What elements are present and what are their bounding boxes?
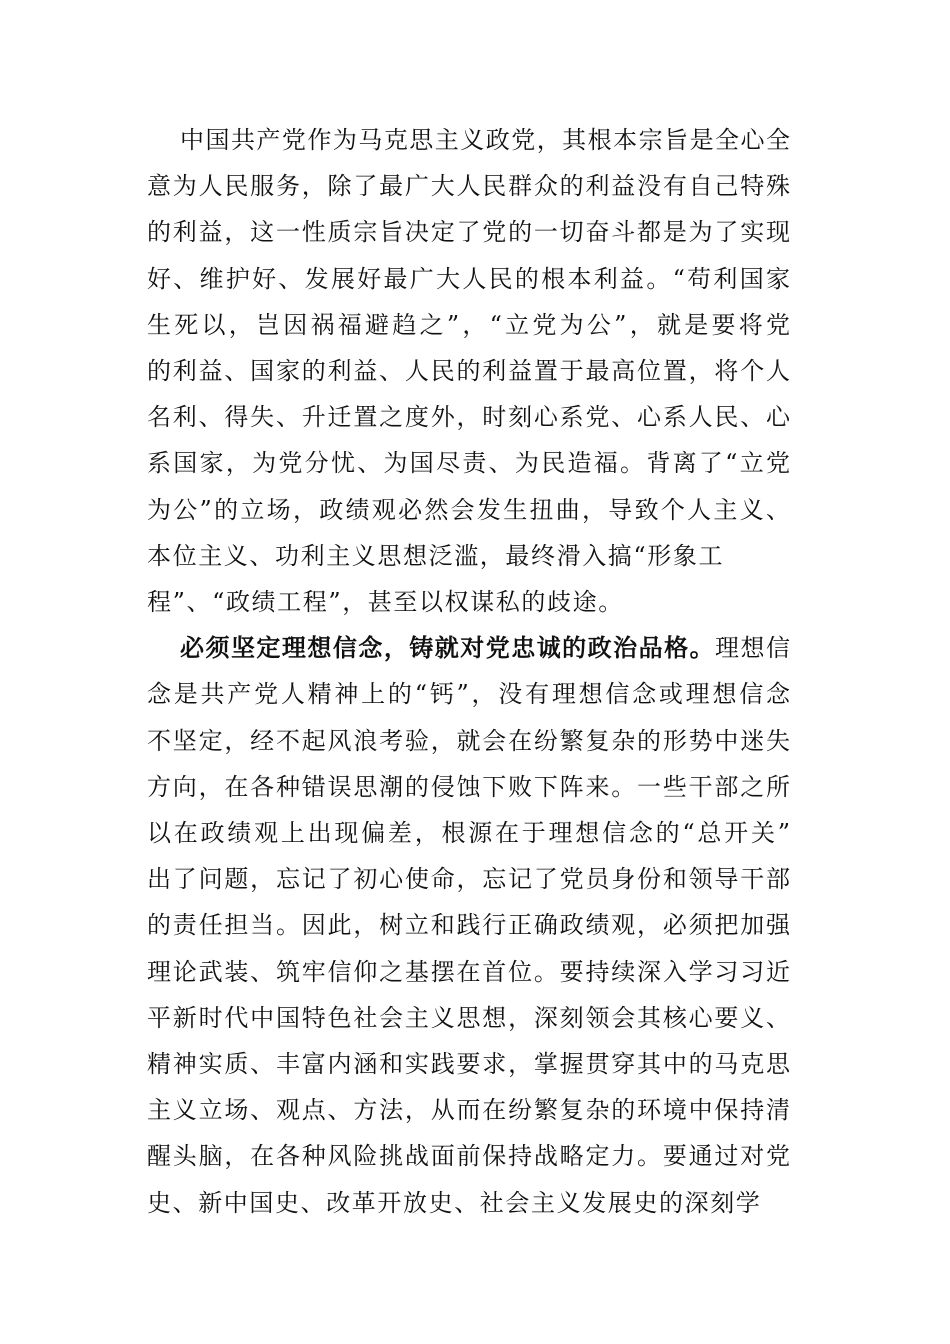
text-line: 方向，在各种错误思潮的侵蚀下败下阵来。一些干部之所 xyxy=(147,773,790,801)
text-line: 名利、得失、升迁置之度外，时刻心系党、心系人民、心 xyxy=(147,403,790,431)
text-line: 念是共产党人精神上的“钙”，没有理想信念或理想信念 xyxy=(147,680,790,708)
text-line: 程”、“政绩工程”，甚至以权谋私的歧途。 xyxy=(147,588,624,616)
section-heading: 必须坚定理想信念，铸就对党忠诚的政治品格。 xyxy=(180,633,716,662)
text-line: 意为人民服务，除了最广大人民群众的利益没有自己特殊 xyxy=(147,172,790,200)
text-line: 不坚定，经不起风浪考验，就会在纷繁复杂的形势中迷失 xyxy=(147,727,790,755)
text-line: 精神实质、丰富内涵和实践要求，掌握贯穿其中的马克思 xyxy=(147,1050,790,1078)
text-line: 以在政绩观上出现偏差，根源在于理想信念的“总开关” xyxy=(147,819,790,847)
text-line: 的责任担当。因此，树立和践行正确政绩观，必须把加强 xyxy=(147,911,790,939)
text-line: 本位主义、功利主义思想泛滥，最终滑入搞“形象工 xyxy=(147,542,725,570)
text-line: 出了问题，忘记了初心使命，忘记了党员身份和领导干部 xyxy=(147,865,790,893)
text-line: 为公”的立场，政绩观必然会发生扭曲，导致个人主义、 xyxy=(147,496,790,524)
text-line: 醒头脑，在各种风险挑战面前保持战略定力。要通过对党 xyxy=(147,1142,790,1170)
text-line: 系国家，为党分忧、为国尽责、为民造福。背离了“立党 xyxy=(147,449,790,477)
text-line: 史、新中国史、改革开放史、社会主义发展史的深刻学 xyxy=(147,1189,762,1217)
text-span: 理想信 xyxy=(715,634,791,662)
text-line: 好、维护好、发展好最广大人民的根本利益。“苟利国家 xyxy=(147,265,790,293)
text-line: 生死以，岂因祸福避趋之”，“立党为公”，就是要将党 xyxy=(147,311,790,339)
text-line: 主义立场、观点、方法，从而在纷繁复杂的环境中保持清 xyxy=(147,1096,790,1124)
text-line: 的利益、国家的利益、人民的利益置于最高位置，将个人 xyxy=(147,357,790,385)
text-line xyxy=(180,633,790,663)
text-line: 的利益，这一性质宗旨决定了党的一切奋斗都是为了实现 xyxy=(147,218,790,246)
text-line: 理论武装、筑牢信仰之基摆在首位。要持续深入学习习近 xyxy=(147,958,790,986)
text-line: 平新时代中国特色社会主义思想，深刻领会其核心要义、 xyxy=(147,1004,790,1032)
text-line: 中国共产党作为马克思主义政党，其根本宗旨是全心全 xyxy=(180,126,790,154)
